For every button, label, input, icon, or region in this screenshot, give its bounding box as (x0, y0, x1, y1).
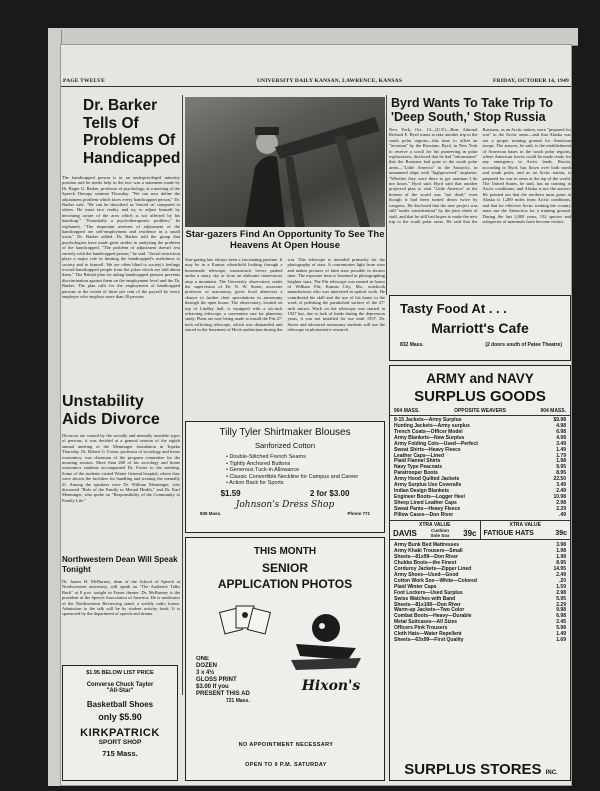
surplus-item-name: Sheets—63x99—First Quality (394, 636, 464, 643)
johnsons-title: Tilly Tyler Shirtmaker Blouses (219, 427, 351, 438)
hixons-ad (185, 537, 385, 781)
surplus-item-price: 3.98 (556, 542, 566, 549)
kirkpatrick-item: Converse Chuck Taylor (86, 682, 154, 688)
surplus-item-name: Navy Type Peacoats (394, 464, 442, 471)
surplus-item-price: 2.98 (556, 589, 566, 596)
surplus-item-name: Sweat Shirts—Heavy Fleece (394, 446, 461, 453)
northwestern-headline: Northwestern Dean Will Speak Tonight (62, 555, 178, 574)
johnsons-phone: Phone 771 (347, 510, 370, 516)
johnsons-store: Johnson's Dress Shop (235, 499, 335, 510)
hixons-offer1: ONE (196, 656, 210, 662)
surplus-title2: SURPLUS GOODS (414, 387, 546, 405)
barker-headline: Dr. Barker Tells Of Problems Of Handicapped (83, 97, 181, 167)
surplus-item-price: 1.79 (556, 452, 566, 459)
surplus-item-name: Paratrooper Boots (394, 470, 438, 477)
surplus-price-list-2 (390, 540, 570, 643)
johnsons-price2: 2 for $3.00 (309, 488, 350, 498)
surplus-item-name: Plaid Winter Caps (394, 583, 437, 590)
byrd-headline: Byrd Wants To Take Trip To 'Deep South,' Stop Russia (391, 97, 554, 124)
page-header (61, 75, 572, 87)
xtra-right-name: FATIGUE HATS (483, 530, 534, 538)
hixons-line3: APPLICATION PHOTOS (217, 577, 353, 591)
surplus-item-price: .20 (559, 577, 566, 584)
surplus-item-name: Plaid Flannel Shirts (394, 458, 441, 465)
northwestern-article: Dr. James H. McBurney, dean of the School of Speech at Northwestern university, will speak on "The Audience Talks Back" at 8 p.m. tonight in Fraser theater. Dr. McBurney is the president of the Speech Association of America. He is moderator of the Northwestern Reviewing stand, a weekly radio forum. Admission to the talk will be by student activity book. It is sponsored by the department of speech and drama. (62, 579, 180, 617)
hixons-offer2: DOZEN (196, 663, 217, 669)
johnsons-feature: • Generous Tuck-in Allowance (226, 467, 300, 474)
surplus-item-price: 2.49 (556, 572, 566, 578)
hixons-hours: OPEN TO 9 P.M. SATURDAY (245, 762, 327, 768)
surplus-footer-name: SURPLUS STORES (404, 761, 542, 777)
surplus-item-name: Warm-up Jackets—Two Color (394, 607, 465, 614)
kirkpatrick-store2: SPORT SHOP (98, 739, 142, 746)
surplus-item-price: 14.95 (553, 566, 566, 573)
xtra-left-name: DAVIS (393, 528, 417, 538)
surplus-item-price: 5.95 (556, 595, 566, 602)
surplus-item-price: 1.49 (556, 631, 566, 638)
hixons-offer4: GLOSS PRINT (196, 677, 237, 683)
hixons-address: 721 Mass. (226, 698, 250, 704)
surplus-item-name: Army Surplus Use Coveralls (394, 482, 462, 489)
surplus-item-name: Chukka Boots—the Finest (394, 560, 457, 567)
surplus-item-price: 2.98 (556, 499, 566, 506)
masthead: UNIVERSITY DAILY KANSAN, LAWRENCE, KANSAS (257, 78, 403, 84)
surplus-item-name: Metal Suitcases—All Sizes (394, 619, 458, 626)
surplus-item-name: Leather Caps—Lined (394, 452, 445, 459)
surplus-item-name: Army Hood Quilted Jackets (394, 476, 460, 483)
telescope-photo (185, 97, 385, 227)
surplus-item-price: 8.95 (556, 560, 566, 567)
surplus-item-name: Trench Coats—Officer Model (394, 428, 463, 435)
johnsons-subtitle: Sanforized Cotton (254, 441, 316, 450)
surplus-item-price: 1.98 (556, 548, 566, 555)
surplus-item (394, 638, 566, 644)
xtra-right-price: 39c (555, 530, 567, 538)
surplus-item-price: 9.95 (556, 464, 566, 471)
surplus-item-name: Army Folding Cots—Used—Perfect (394, 440, 478, 447)
johnsons-address: 835 Mass. (200, 510, 222, 516)
xtra-value-left (390, 521, 481, 539)
surplus-item-price: 8.95 (556, 470, 566, 477)
kirkpatrick-price: only $5.90 (98, 712, 142, 722)
surplus-item-name: Army Blankets—New Surplus (394, 434, 465, 441)
hixons-line1: THIS MONTH (253, 546, 317, 557)
photographer-illustration (286, 608, 366, 678)
xtra-left-price: 39c (463, 528, 477, 538)
surplus-item-price: 2.49 (556, 487, 566, 494)
marriott-ad (389, 295, 571, 361)
surplus-item-price: 1.98 (556, 458, 566, 465)
surplus-item-price: 2.45 (556, 619, 566, 626)
surplus-item-price: 4.98 (556, 434, 566, 441)
surplus-item-name: Army Khaki Trousers—Small (394, 548, 463, 555)
xtra-value-right-label: XTRA VALUE (509, 522, 541, 529)
surplus-item-name: Cloth Hats—Water Repellent (394, 631, 462, 638)
surplus-item-price: 1.49 (556, 446, 566, 453)
surplus-addr-left: 904 MASS. (394, 408, 420, 415)
surplus-item-price: 22.50 (553, 476, 566, 483)
surplus-item-price: .49 (559, 511, 566, 518)
marriott-name: Marriott's Cafe (431, 320, 529, 337)
surplus-addr-right: 904 MASS. (540, 408, 566, 415)
johnsons-price1: $1.59 (220, 488, 241, 498)
surplus-item-name: Foot Lockers—Used Surplus (394, 589, 463, 596)
surplus-footer-inc: INC. (545, 769, 558, 776)
surplus-item-name: Army Bunk Bed Mattresses (394, 542, 460, 549)
surplus-item-name: Officers Pink Trousers (394, 625, 448, 632)
hixons-logo: Hixon's (301, 678, 361, 694)
hixons-offer5: $3.00 If you (196, 684, 229, 690)
xtra-value-right (481, 521, 571, 539)
surplus-item-price: 3.49 (556, 482, 566, 489)
surplus-item-price: 5.98 (556, 625, 566, 632)
surplus-item-price: 6.98 (556, 613, 566, 620)
hixons-offer3: 3 x 4½ (196, 670, 215, 676)
surplus-item-name: Army Shoes—Used—Good (394, 572, 459, 578)
kirkpatrick-item2: "All-Star" (106, 688, 134, 694)
surplus-title1: ARMY and NAVY (426, 371, 534, 386)
hixons-note: NO APPOINTMENT NECESSARY (238, 742, 334, 748)
byrd-article: New York, Oct. 14—(U.P.)—Rear Admiral Richard E. Byrd wants to take another trip to the south polar regions—this time to offset an "invasion" by the Russians. Byrd, in New York to receive a scroll for his pioneering in polar explorations, disclosed that he had "information" that the Russians had gone to the south polar areas—"Little America" in the Antarctic, in unmanned ships with "highpowered" airplanes. "Whether they were there to get uranium I do not know," Byrd said. Byrd said that another projected plan to visit "Little America" at the bottom of the world was "not dead," even though it had been turned down twice by congress. He disclosed that the new project was still "under consideration" by the joint chiefs of staff, and that he still had hopes to make the new trip to the south polar areas. He said that the Russians, as an Arctic nation, were "prepared for war" in the Arctic areas—and that Alaska was not a proper training ground for American troops. The answer, he said, is the establishment of American bases in the south polar regions, where American forces could be made ready for any emergency in Arctic lands. Russia, according to Byrd, has flown over both north and south poles, and as an Arctic nation, is prepared for war in areas at the top of the world. The United States, he said, has no training in Arctic conditions, and Alaska is not the answer. He pointed out that the northern most point in Alaska is 1,200 miles from Arctic conditions, and that for effective Arctic training the country must use the Antarctica for a training ground. During the last 2,000 years, 132 species and subspecies of mammals have become extinct. (389, 127, 571, 224)
kirkpatrick-address: 715 Mass. (102, 749, 138, 758)
stargazers-article: Star-gazing has always been a fascinating pastime. It may be in a Kansas wheatfield looking through a homemade telescope, moonstruck lovers parked under a starry sky or from an elaborate observatory atop a mountain. The University observatory under the supervision of Dr. N. W. Storer, associate professor of astronomy, gives local observers a chance to further their speculations in astronomy through the open house. The observatory, located on top of Lindley hall, is equipped with a six-inch refracting telescope, a convenient size for planetary study. Plans are now being made to install the Pitt 27-inch reflecting telescope, which was dismantled and stored in the basement of Hoch auditorium during the war. This telescope is intended primarily for the photography of stars. It concentrates light from stars and makes pictures of faint stars possible in shorter time. The exposure time is lessened in photographing brighter stars. The Pitt telescope was named in honor of William Pitt, Kansas City, Mo., notebook manufacturer who was interested in optical work. He contributed his skill and the use of his home to the work of polishing the paraboloid surface of the 27-inch mirror. Work on the telescope was started in 1927 but, due to lack of funds during the depression years, it was not installed for use until 1937. Dr. Storer and advanced astronomy students will use the telescope in photometric research. (185, 257, 385, 333)
surplus-item-price: 3.49 (556, 440, 566, 447)
marriott-address: 832 Mass. (400, 341, 424, 348)
hixons-line2: SENIOR (261, 561, 308, 575)
barker-article: The handicapped person is in an underprivileged minority position and he needs help in the fact was a statement made by Dr. Roger G. Barker, professor of psychology, at a meeting of the Speech Therapy seminar Thursday. "We can now define the adjustment problem which faces every handicapped person," Dr. Barker said. "He can be described as 'fenced in' compared to others. He must face reality and try to adjust himself by becoming aware of the area which is not affected by his handicap." "Essentially a psychotherapeutic problem," he explained, "The important avenues of adjustment of the handicapped are self-employment and residence in a small town," Dr. Barker added. Dr. Barker told the group that psychologists have made great strides in analyzing the problem of the handicapped. "The problem of adjustment doesn't rest entirely with the handicapped person," he said. "Social restriction plays a major role in limiting the handicapped's usefulness to society and to himself. We are often blind to society's feelings toward handicapped people from the jokes which are told about them." The British plan for aiding handicapped persons prevents discrimination against them on the employment level and the Dr. Barker. The plan calls for the employment of handicapped persons to the extent of three per cent of the payroll by every employer who employs more than 20 persons. (62, 175, 180, 299)
surplus-item-name: Pillow Cases—Don River (394, 511, 454, 518)
photo-cards-illustration (216, 600, 276, 644)
surplus-item-name: Engineer Boots—Logger Heel (394, 493, 465, 500)
newspaper-page (60, 44, 572, 786)
surplus-item-price: 1.69 (556, 636, 566, 643)
marriott-line1: Tasty Food At . . . (400, 301, 507, 316)
johnsons-feature: • Tightly Anchored Buttons (226, 460, 291, 467)
kirkpatrick-item3: Basketball Shoes (86, 700, 154, 709)
divorce-headline: Unstability Aids Divorce (62, 393, 160, 428)
kirkpatrick-ad (62, 665, 178, 781)
telescope-photo-art (185, 97, 385, 227)
surplus-item-price: 2.29 (556, 505, 566, 512)
surplus-item-name: 8-15 Jackets—Army Surplus (394, 417, 462, 424)
surplus-item-price: 6.98 (556, 428, 566, 435)
surplus-item-price: 9.98 (556, 607, 566, 614)
surplus-item-name: Swiss Watches with Band (394, 595, 456, 602)
surplus-item-price: 1.59 (556, 583, 566, 590)
surplus-price-list-1 (390, 416, 570, 518)
surplus-item-price: 1.98 (556, 554, 566, 561)
xtra-left-item2: Sole Sox (430, 533, 450, 539)
surplus-item-price: 10.98 (553, 493, 566, 500)
johnsons-feature: • Classic Convertible Neckline for Campus and Career (226, 473, 359, 480)
surplus-item-name: Combat Boots—Heavy—Durable (394, 613, 472, 620)
hixons-offer6: PRESENT THIS AD (196, 691, 250, 697)
issue-date: FRIDAY, OCTOBER 14, 1949 (493, 78, 569, 84)
surplus-item-name: Sheets—81x99—Don River (394, 554, 458, 561)
surplus-item (394, 513, 566, 519)
johnsons-feature: • Double-Stitched French Seams (226, 454, 306, 460)
johnsons-feature: • Action Back for Sports (226, 480, 284, 487)
surplus-item-name: Cotton Work Sox—White—Colored (394, 577, 477, 584)
hixons-offer (196, 656, 276, 705)
surplus-ad (389, 365, 571, 781)
stargazers-headline: Star-gazers Find An Opportunity To See The Heavens At Open House (185, 229, 385, 251)
surplus-addr-mid: OPPOSITE WEAVERS (454, 408, 506, 415)
xtra-value-left-label: XTRA VALUE (419, 522, 451, 529)
kirkpatrick-store: KIRKPATRICK (80, 727, 160, 739)
marriott-note: (2 doors south of Patee Theatre) (485, 341, 562, 348)
surplus-item-name: Sheep Lined Leather Caps (394, 499, 457, 506)
surplus-item-name: Hunting Jackets—Army surplus (394, 422, 470, 429)
surplus-item-name: Sweat Pants—Heavy Fleece (394, 505, 461, 512)
johnsons-ad (185, 421, 385, 533)
kirkpatrick-offer: $1.95 BELOW LIST PRICE (86, 670, 154, 676)
surplus-footer (390, 762, 571, 777)
divorce-article: Divorces are caused by the socially and mentally unstable types of persons, it was decided at a general session of the eighth annual meeting of the Menninger foundation in Topeka Thursday. Dr. Robert G. Foster, professor of sociology and home economics, was chairman of the program committee for the morning session. More than 200 of his sociology and home economics students accompanied Dr. Foster to the meeting. Some of the students visited Winter General hospital, where they were shown the facilities for handling and treating the mentally ill. Among the speakers were Dr. William Menninger, who discussed "Role of the Family in Mental Health," and Dr. Karl Menninger, who spoke on "Responsibility of the Community to Family Life." (62, 433, 180, 503)
surplus-item-price: 2.29 (556, 601, 566, 608)
xtra-left-item1: Cushion (430, 528, 449, 534)
surplus-item-price: $9.98 (553, 417, 566, 424)
johnsons-features (226, 454, 384, 487)
surplus-item-name: Indian Design Blankets (394, 487, 450, 494)
surplus-item-name: Sheets—81x108—Don River (394, 601, 461, 608)
surplus-item-price: 4.98 (556, 422, 566, 429)
surplus-item-name: Corduroy Jackets—Zipper Lined (394, 566, 472, 573)
page-number: PAGE TWELVE (63, 78, 105, 84)
